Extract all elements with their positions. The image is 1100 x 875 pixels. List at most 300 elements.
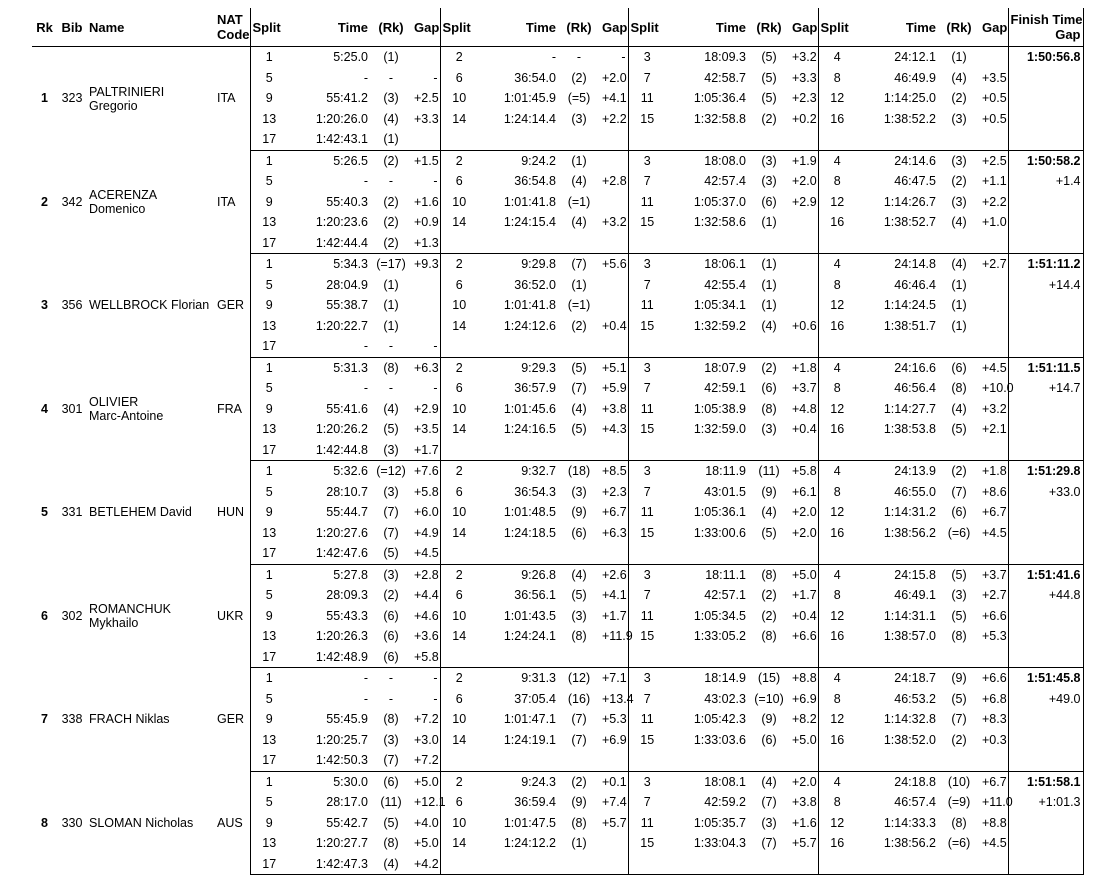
split-time: 1:01:45.9 — [503, 91, 556, 105]
split-rank: (2) — [571, 774, 587, 789]
split-time: 28:10.7 — [326, 484, 368, 499]
split-number: 11 — [628, 295, 666, 316]
split-rank: (5) — [370, 543, 412, 564]
split-time: 1:14:24.5 — [883, 298, 936, 312]
athlete-nat: GER — [217, 298, 245, 312]
split-gap: +0.4 — [602, 318, 627, 333]
split-gap: +4.6 — [414, 608, 439, 623]
split-rank: (5) — [951, 691, 967, 706]
athlete-name — [87, 47, 215, 151]
split-rank: (1) — [761, 215, 777, 229]
split-time — [666, 854, 748, 875]
finish-time: 1:51:41.6 — [1008, 564, 1083, 585]
split-number: 16 — [818, 730, 856, 751]
split-number: 17 — [250, 129, 288, 150]
split-number: 13 — [250, 523, 288, 544]
split-time: 24:18.7 — [894, 671, 936, 685]
split-gap: +10.0 — [982, 381, 1014, 395]
split-gap: +0.5 — [982, 91, 1007, 105]
split-time — [666, 440, 748, 461]
split-gap: +2.2 — [602, 111, 627, 126]
split-rank: (3) — [571, 111, 587, 126]
split-rank: (2) — [761, 111, 777, 126]
athlete-name-line: Mykhailo — [89, 615, 139, 630]
split-time: 5:32.6 — [333, 464, 368, 478]
finish-empty — [1008, 709, 1083, 730]
split-number: 16 — [818, 833, 856, 854]
split-gap: +4.2 — [412, 854, 440, 875]
split-gap: +4.5 — [412, 543, 440, 564]
split-rank: (2) — [951, 174, 967, 188]
header-time: Time — [478, 8, 558, 47]
split-gap — [790, 129, 818, 150]
split-gap: +3.6 — [414, 629, 439, 643]
split-gap: +6.8 — [982, 691, 1007, 706]
split-time: 5:30.0 — [333, 774, 368, 789]
split-number: 13 — [250, 109, 288, 130]
split-row — [32, 564, 1083, 585]
split-gap: +2.0 — [792, 774, 817, 789]
split-time: 1:05:36.4 — [693, 91, 746, 105]
split-number: 5 — [250, 378, 288, 399]
split-number: 7 — [628, 171, 666, 192]
split-number: 2 — [440, 668, 478, 689]
split-number — [440, 233, 478, 254]
split-time: 1:32:58.8 — [693, 111, 746, 126]
split-time: 5:34.3 — [333, 257, 368, 271]
split-rank: (3) — [761, 422, 777, 436]
split-gap: +4.1 — [602, 588, 627, 602]
split-time: 1:24:19.1 — [503, 732, 556, 747]
split-time: 1:14:27.7 — [883, 401, 936, 416]
split-gap: +1.6 — [414, 194, 439, 209]
split-number: 8 — [818, 585, 856, 606]
finish-gap: +14.7 — [1008, 378, 1083, 399]
finish-empty — [1008, 316, 1083, 337]
split-rank: (3) — [951, 111, 967, 126]
finish-empty — [1008, 233, 1083, 254]
results-sheet — [32, 8, 1083, 875]
split-rank: (=6) — [947, 836, 971, 850]
split-gap — [412, 316, 440, 337]
split-gap: +0.6 — [792, 318, 817, 333]
split-rank: (3) — [761, 153, 777, 168]
split-time: 24:18.8 — [894, 774, 936, 789]
split-gap: +2.2 — [982, 194, 1007, 209]
split-number: 6 — [440, 482, 478, 503]
athlete-bib: 338 — [61, 712, 83, 726]
split-rank: (1) — [383, 277, 399, 292]
split-rank: - — [388, 671, 394, 685]
split-number: 8 — [818, 378, 856, 399]
split-time: 1:01:41.8 — [503, 194, 556, 209]
split-gap: +2.3 — [602, 484, 627, 499]
split-gap — [790, 295, 818, 316]
split-time: 36:54.8 — [514, 174, 556, 188]
split-number: 17 — [250, 233, 288, 254]
split-time: 1:33:00.6 — [693, 525, 746, 540]
split-rank: - — [388, 174, 394, 188]
split-gap — [980, 336, 1008, 357]
athlete-name-line: PALTRINIERI — [89, 84, 165, 99]
split-number: 9 — [250, 192, 288, 213]
split-rank: - — [576, 50, 582, 64]
split-gap — [790, 440, 818, 461]
athlete-bib: 356 — [61, 298, 83, 312]
split-number: 16 — [818, 419, 856, 440]
split-number: 5 — [250, 68, 288, 89]
split-time: - — [551, 50, 556, 64]
split-gap: +8.8 — [792, 671, 817, 685]
header-rank: (Rk) — [370, 8, 412, 47]
athlete-name-line: SLOMAN Nicholas — [89, 815, 194, 830]
split-rank: (2) — [761, 608, 777, 623]
split-number: 4 — [818, 461, 856, 482]
split-rank: (1) — [383, 318, 399, 333]
split-gap: +5.0 — [792, 567, 817, 582]
split-number: 9 — [250, 399, 288, 420]
split-gap: +0.9 — [414, 215, 439, 229]
split-number: 17 — [250, 647, 288, 668]
split-number: 13 — [250, 626, 288, 647]
finish-time: 1:50:56.8 — [1008, 47, 1083, 68]
finish-empty — [1008, 523, 1083, 544]
split-gap — [790, 212, 818, 233]
split-rank — [938, 440, 980, 461]
split-gap — [412, 47, 440, 68]
athlete-rank: 4 — [41, 401, 48, 416]
split-time: 1:05:34.5 — [693, 608, 746, 623]
split-time: 18:08.1 — [704, 774, 746, 789]
split-gap — [600, 233, 628, 254]
split-gap: +6.7 — [602, 505, 627, 519]
split-number: 10 — [440, 709, 478, 730]
split-rank — [558, 129, 600, 150]
finish-empty — [1008, 647, 1083, 668]
split-rank — [748, 233, 790, 254]
split-time: 1:38:56.2 — [883, 836, 936, 850]
split-time — [666, 750, 748, 771]
split-number: 6 — [440, 792, 478, 813]
split-number: 14 — [440, 316, 478, 337]
split-number: 11 — [628, 813, 666, 834]
split-number: 16 — [818, 109, 856, 130]
athlete-nat: AUS — [217, 815, 243, 830]
split-gap — [980, 295, 1008, 316]
finish-time: 1:51:29.8 — [1008, 461, 1083, 482]
split-gap — [790, 647, 818, 668]
split-rank: (5) — [571, 588, 587, 602]
split-rank: (6) — [761, 381, 777, 395]
split-time: 1:01:41.8 — [503, 298, 556, 312]
split-rank: (4) — [571, 567, 587, 582]
split-number — [440, 336, 478, 357]
split-gap — [600, 854, 628, 875]
split-row — [32, 254, 1083, 275]
split-time: 55:41.6 — [326, 401, 368, 416]
split-rank — [938, 233, 980, 254]
split-number: 8 — [818, 275, 856, 296]
split-time: 5:25.0 — [333, 50, 368, 64]
split-rank: (6) — [951, 505, 967, 519]
split-time: 18:11.1 — [705, 567, 746, 582]
split-number: 3 — [628, 254, 666, 275]
split-time: 18:11.9 — [705, 464, 746, 478]
split-row — [32, 357, 1083, 378]
split-rank: (5) — [571, 422, 587, 436]
split-number: 11 — [628, 709, 666, 730]
split-number: 3 — [628, 357, 666, 378]
split-gap: - — [433, 671, 438, 685]
split-number: 2 — [440, 150, 478, 171]
split-rank: (7) — [951, 712, 967, 726]
header-nat: NAT Code — [215, 8, 250, 47]
finish-empty — [1008, 730, 1083, 751]
split-rank: (5) — [383, 422, 399, 436]
athlete-bib: 301 — [61, 401, 83, 416]
split-number — [440, 647, 478, 668]
split-gap: +6.7 — [982, 774, 1007, 789]
split-number: 3 — [628, 668, 666, 689]
split-rank: (9) — [761, 712, 777, 726]
split-gap — [980, 750, 1008, 771]
split-time: - — [363, 381, 368, 395]
split-time: 55:40.3 — [326, 194, 368, 209]
split-gap: +1.7 — [602, 608, 627, 623]
split-gap: +1.7 — [792, 588, 817, 602]
split-rank — [748, 750, 790, 771]
split-number: 8 — [818, 171, 856, 192]
split-gap: +12.1 — [414, 795, 446, 809]
split-number: 5 — [250, 482, 288, 503]
split-gap: +1.1 — [982, 174, 1007, 188]
header-finish: Finish Time Gap — [1008, 8, 1083, 47]
split-number — [818, 336, 856, 357]
split-time: 1:42:47.6 — [288, 543, 370, 564]
split-gap: +3.5 — [414, 422, 439, 436]
split-number: 14 — [440, 626, 478, 647]
split-rank: (3) — [761, 815, 777, 830]
athlete-bib: 323 — [61, 91, 83, 106]
finish-empty — [1008, 212, 1083, 233]
split-gap — [412, 295, 440, 316]
split-rank — [558, 750, 600, 771]
split-number: 15 — [628, 833, 666, 854]
split-gap: +1.5 — [414, 153, 439, 168]
split-gap: +6.9 — [602, 732, 627, 747]
split-time — [666, 233, 748, 254]
split-gap: - — [621, 50, 626, 64]
split-rank: (8) — [951, 381, 967, 395]
split-time — [666, 647, 748, 668]
split-number: 11 — [628, 192, 666, 213]
split-gap: +6.6 — [792, 629, 817, 643]
split-number: 14 — [440, 212, 478, 233]
finish-empty — [1008, 543, 1083, 564]
finish-time: 1:50:58.2 — [1008, 150, 1083, 171]
split-time: 9:32.7 — [521, 464, 556, 478]
split-gap: +0.3 — [982, 732, 1007, 747]
athlete-name-line: ROMANCHUK — [89, 601, 171, 616]
split-rank: (9) — [571, 505, 587, 519]
split-time: 18:14.9 — [704, 671, 746, 685]
split-number — [628, 233, 666, 254]
split-gap: +5.3 — [982, 629, 1007, 643]
split-number: 1 — [250, 564, 288, 585]
split-time: 1:42:44.4 — [288, 233, 370, 254]
split-number: 12 — [818, 295, 856, 316]
split-gap: +6.0 — [414, 505, 439, 519]
split-time — [478, 647, 558, 668]
split-rank — [558, 543, 600, 564]
split-gap: +6.1 — [792, 484, 817, 499]
split-rank — [938, 647, 980, 668]
split-time: 46:47.5 — [894, 174, 936, 188]
split-number: 2 — [440, 254, 478, 275]
athlete-name — [87, 564, 215, 668]
split-gap: +0.4 — [792, 608, 817, 623]
split-number: 9 — [250, 813, 288, 834]
split-gap: +2.9 — [414, 401, 439, 416]
split-time: 1:24:16.5 — [503, 422, 556, 436]
split-rank: (7) — [383, 505, 399, 519]
split-time: 36:54.3 — [514, 484, 556, 499]
split-time — [478, 440, 558, 461]
finish-empty — [1008, 833, 1083, 854]
split-gap — [790, 543, 818, 564]
split-rank: (7) — [761, 836, 777, 850]
split-number: 4 — [818, 150, 856, 171]
split-rank: (5) — [951, 608, 967, 623]
split-time: 55:43.3 — [326, 608, 368, 623]
split-time: 1:32:59.0 — [693, 422, 746, 436]
split-rank: (8) — [761, 567, 777, 582]
split-time: 36:54.0 — [514, 70, 556, 85]
split-number: 12 — [818, 606, 856, 627]
split-rank: (=9) — [947, 795, 971, 809]
split-time: 1:05:34.1 — [693, 298, 746, 312]
athlete-name — [87, 357, 215, 461]
split-rank — [748, 336, 790, 357]
split-number — [628, 647, 666, 668]
split-number: 6 — [440, 171, 478, 192]
split-time: - — [363, 671, 368, 685]
split-time: 9:29.8 — [521, 257, 556, 271]
split-gap: +6.6 — [982, 608, 1007, 623]
split-rank: - — [388, 70, 394, 85]
split-rank: (6) — [383, 608, 399, 623]
split-rank: (3) — [951, 588, 967, 602]
split-rank — [558, 233, 600, 254]
split-number: 11 — [628, 606, 666, 627]
split-rank — [938, 854, 980, 875]
split-gap: +3.3 — [792, 70, 817, 85]
finish-empty — [1008, 109, 1083, 130]
athlete-bib: 330 — [61, 815, 83, 830]
split-rank — [558, 336, 600, 357]
split-time: 1:20:25.7 — [315, 732, 368, 747]
split-rank: (1) — [383, 298, 399, 312]
split-rank: (4) — [951, 215, 967, 229]
split-gap — [980, 440, 1008, 461]
split-rank: (2) — [383, 215, 399, 229]
header-gap: Gap — [980, 8, 1008, 47]
split-number: 14 — [440, 109, 478, 130]
header-split: Split — [250, 8, 288, 47]
split-number — [818, 854, 856, 875]
split-time: 1:38:53.8 — [883, 422, 936, 436]
split-number: 1 — [250, 668, 288, 689]
split-gap: +5.7 — [792, 836, 817, 850]
split-number — [628, 440, 666, 461]
split-gap: +11.0 — [982, 795, 1013, 809]
athlete-bib: 331 — [61, 505, 83, 519]
split-gap: +7.2 — [414, 712, 439, 726]
athlete-rank: 3 — [41, 298, 48, 312]
split-gap: +0.5 — [982, 111, 1007, 126]
header-time: Time — [856, 8, 938, 47]
split-gap: +0.4 — [792, 422, 817, 436]
split-gap: +5.8 — [412, 647, 440, 668]
split-rank: (5) — [761, 50, 777, 64]
split-rank — [938, 750, 980, 771]
split-rank: (1) — [761, 257, 777, 271]
split-rank: - — [388, 381, 394, 395]
split-rank: (6) — [383, 774, 399, 789]
split-time: 1:38:52.7 — [883, 215, 936, 229]
split-number: 2 — [440, 564, 478, 585]
split-rank: (1) — [571, 277, 587, 292]
split-time: 5:26.5 — [333, 153, 368, 168]
split-number: 17 — [250, 854, 288, 875]
split-time: 1:24:18.5 — [503, 525, 556, 540]
split-time: 1:20:26.2 — [315, 422, 368, 436]
split-rank: (8) — [571, 815, 587, 830]
split-gap: +6.6 — [982, 671, 1007, 685]
split-time: - — [288, 336, 370, 357]
split-number: 4 — [818, 47, 856, 68]
split-rank: - — [388, 691, 394, 706]
split-number: 5 — [250, 689, 288, 710]
split-time: 42:57.1 — [704, 588, 746, 602]
split-number — [818, 233, 856, 254]
split-time — [856, 750, 938, 771]
finish-empty — [1008, 419, 1083, 440]
header-time: Time — [666, 8, 748, 47]
split-number: 14 — [440, 523, 478, 544]
split-gap: - — [433, 381, 438, 395]
split-number: 14 — [440, 833, 478, 854]
split-number: 7 — [628, 68, 666, 89]
split-rank: (8) — [951, 629, 967, 643]
split-gap: +6.3 — [414, 360, 439, 375]
split-rank: (18) — [567, 464, 591, 478]
athlete-rank: 7 — [41, 712, 48, 726]
split-gap: +2.9 — [792, 194, 817, 209]
split-number: 7 — [628, 792, 666, 813]
finish-empty — [1008, 192, 1083, 213]
split-rank: (1) — [761, 298, 777, 312]
split-rank: (=6) — [947, 525, 971, 540]
split-number: 9 — [250, 295, 288, 316]
finish-time: 1:51:11.5 — [1008, 357, 1083, 378]
split-number: 4 — [818, 254, 856, 275]
split-time: 18:07.9 — [704, 360, 746, 375]
split-number: 5 — [250, 171, 288, 192]
split-gap: +2.6 — [602, 567, 627, 582]
split-time: 1:14:32.8 — [883, 712, 936, 726]
split-gap: +8.8 — [982, 815, 1007, 830]
